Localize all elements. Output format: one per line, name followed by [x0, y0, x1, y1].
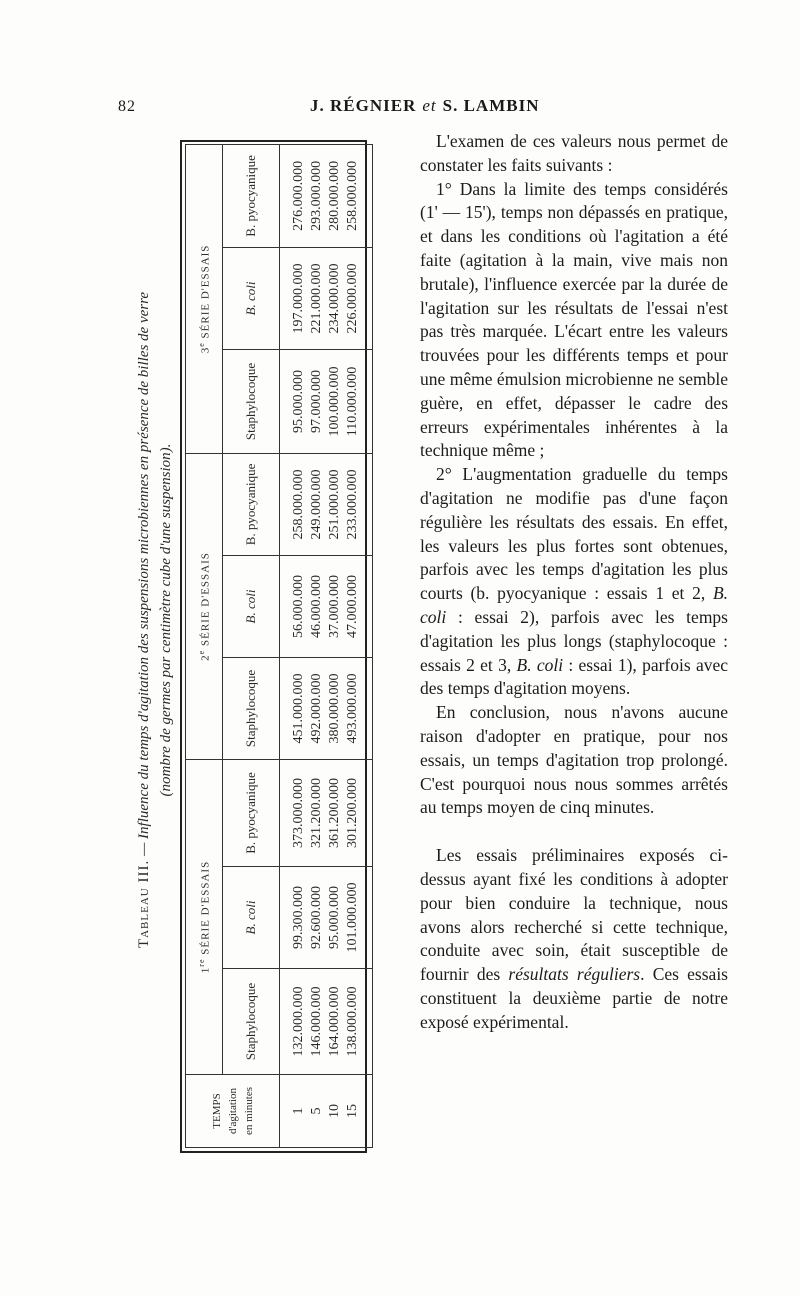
time-value: 1 [291, 1107, 306, 1115]
body-text [420, 130, 728, 1034]
count-value: 95.000.000 [327, 886, 342, 949]
series-2-header [186, 453, 223, 759]
count-value: 47.000.000 [345, 574, 360, 638]
count-value: 380.000.000 [327, 673, 342, 744]
count-value: 132.000.000 [291, 986, 306, 1057]
series-label: SÉRIE D'ESSAIS [199, 552, 212, 647]
paragraph-text: 2° L'augmentation graduelle du temps d'agitation ne modifie pas d'une façon régulière les résultats des essais. En effet, les valeurs les plus fortes sont obtenues, parfois avec les temps d'agitation les plus courts (b. pyocyanique : essais 1 et 2, [420, 464, 728, 604]
paragraph: L'examen de ces valeurs nous permet de constater les faits suivants : [420, 131, 728, 175]
series-ordinal: 3 [199, 346, 212, 354]
series-2-staphylocoque-values [280, 657, 373, 759]
count-value: 280.000.000 [327, 160, 342, 231]
caption-title: Influence du temps d'agitation des suspensions microbiennes en présence de billes de verre [136, 291, 152, 839]
count-value: 101.000.000 [345, 882, 360, 953]
series-1-b-coli-values [280, 867, 373, 969]
count-value: 234.000.000 [327, 263, 342, 334]
data-table [185, 144, 373, 1148]
count-value: 164.000.000 [327, 986, 342, 1057]
count-value: 100.000.000 [327, 366, 342, 437]
time-value: 5 [309, 1107, 324, 1115]
time-header-line: en minutes [242, 1087, 255, 1135]
series-label: SÉRIE D'ESSAIS [199, 244, 212, 339]
paragraph: En conclusion, nous n'avons aucune raison d'adopter en pratique, pour nos essais, un temps d'agitation trop prolongé. C'est pourquoi nous nous sommes arrêtés au temps moyen de cinq minutes. [420, 702, 728, 818]
count-value: 373.000.000 [291, 777, 306, 848]
count-value: 226.000.000 [345, 263, 360, 334]
paragraph-text: . Ces essais constituent la deuxième partie de notre exposé expérimental. [420, 964, 728, 1032]
count-value: 233.000.000 [345, 469, 360, 540]
count-value: 251.000.000 [327, 469, 342, 540]
time-header-line: d'agitation [226, 1088, 239, 1134]
count-value: 92.600.000 [309, 886, 324, 949]
column-header-b-coli: B. coli [223, 867, 280, 969]
species-name: B. coli [516, 654, 564, 675]
series-3-b-coli-values [280, 247, 373, 349]
count-value: 197.000.000 [291, 263, 306, 334]
species-name: B. coli [420, 583, 729, 627]
count-value: 95.000.000 [291, 369, 306, 433]
time-value: 15 [345, 1104, 360, 1118]
series-ordinal: 1 [199, 966, 212, 974]
series-ordinal-suffix: re [196, 958, 206, 967]
column-header-b-coli: B. coli [223, 555, 280, 657]
count-value: 138.000.000 [345, 986, 360, 1057]
column-header-b-coli: B. coli [223, 247, 280, 349]
column-header-staphylocoque: Staphylocoque [223, 657, 280, 759]
count-value: 221.000.000 [309, 263, 324, 334]
column-header-staphylocoque: Staphylocoque [223, 349, 280, 453]
emphasis: résultats réguliers [508, 964, 641, 985]
paragraph-text: : essai 1), parfois avec des temps d'agitation moyens. [420, 654, 729, 699]
series-2-b-pyocyanique-values [280, 453, 373, 555]
author-connector: et [422, 96, 437, 115]
series-label: SÉRIE D'ESSAIS [199, 860, 212, 955]
count-value: 258.000.000 [345, 160, 360, 231]
count-value: 301.200.000 [345, 777, 360, 848]
count-value: 321.200.000 [309, 777, 324, 848]
author-1: J. RÉGNIER [310, 96, 417, 115]
page-number: 82 [118, 98, 136, 115]
series-1-staphylocoque-values [280, 969, 373, 1075]
time-values-cell [280, 1075, 373, 1148]
caption-subtitle: (nombre de germes par centimètre cube d'une suspension). [158, 443, 174, 797]
count-value: 99.300.000 [291, 886, 306, 949]
paragraph: 1° Dans la limite des temps considérés (1' — 15'), temps non dépassés en pratique, et dans les conditions où l'agitation a été faite (agitation à la main, vive mais non brutale), l'influence exercée par la durée de l'agitation sur les résultats de l'essai n'est pas très marquée. L'écart entre les valeurs trouvées pour les différents temps et pour une même émulsion microbienne ne semble guère, en effet, dépasser le cadre des erreurs expérimentales inhérentes à la technique même ; [420, 178, 728, 461]
count-value: 56.000.000 [291, 574, 306, 638]
series-1-b-pyocyanique-values [280, 759, 373, 866]
series-1-header [186, 759, 223, 1074]
paragraph-text: : essai 2), parfois avec les temps d'agitation les plus longs (staphylocoque : essais 2 et 3, [420, 606, 728, 675]
count-value: 276.000.000 [291, 160, 306, 231]
column-header-b-pyocyanique: B. pyocyanique [223, 759, 280, 866]
caption-dash: — [136, 842, 152, 857]
column-header-b-pyocyanique: B. pyocyanique [223, 453, 280, 555]
series-ordinal-suffix: e [196, 342, 206, 347]
count-value: 37.000.000 [327, 574, 342, 638]
count-value: 492.000.000 [309, 673, 324, 744]
series-ordinal-suffix: e [196, 649, 206, 655]
author-2: S. LAMBIN [442, 96, 540, 115]
count-value: 451.000.000 [291, 673, 306, 744]
series-3-header [186, 144, 223, 453]
series-2-b-coli-values [280, 555, 373, 657]
series-3-staphylocoque-values [280, 349, 373, 453]
count-value: 146.000.000 [309, 986, 324, 1057]
count-value: 293.000.000 [309, 160, 324, 231]
count-value: 249.000.000 [309, 469, 324, 540]
count-value: 46.000.000 [309, 574, 324, 638]
running-head [310, 96, 540, 116]
count-value: 493.000.000 [345, 673, 360, 744]
paragraph [420, 463, 728, 701]
count-value: 361.200.000 [327, 777, 342, 848]
count-value: 110.000.000 [345, 366, 360, 437]
column-header-b-pyocyanique: B. pyocyanique [223, 144, 280, 247]
count-value: 97.000.000 [309, 369, 324, 433]
time-header-line: TEMPS [210, 1093, 223, 1129]
column-header-staphylocoque: Staphylocoque [223, 969, 280, 1075]
series-3-b-pyocyanique-values [280, 144, 373, 247]
paragraph [420, 844, 728, 1034]
time-header [186, 1075, 280, 1148]
series-ordinal: 2 [199, 654, 212, 661]
paragraph-text: Les essais préliminaires exposés ci-dessus ayant fixé les conditions à adopter pour bien conduire la technique, nous avons alors recherché si cette technique, conduite avec soin, était susceptible de fournir des [420, 845, 728, 985]
time-value: 10 [327, 1104, 342, 1118]
table-caption [133, 170, 177, 1070]
caption-label: Tableau III. [136, 859, 152, 949]
count-value: 258.000.000 [291, 469, 306, 540]
